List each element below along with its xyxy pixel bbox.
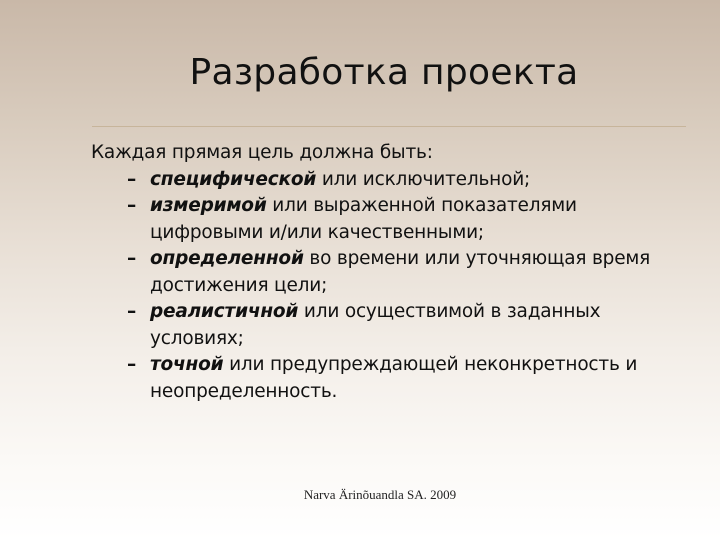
list-bullet: – — [127, 248, 137, 269]
slide-title: Разработка проекта — [189, 52, 579, 93]
list-item — [91, 299, 691, 352]
list-item — [91, 352, 691, 405]
list-item — [91, 246, 691, 299]
footer-credit: Narva Ärinõuandla SA. 2009 — [303, 487, 457, 502]
list-item — [91, 167, 691, 194]
list-bullet: – — [127, 195, 137, 216]
list-item-term: специфической — [150, 168, 317, 190]
list-item-term: точной — [150, 354, 224, 375]
list-item-term: измеримой — [150, 195, 267, 216]
title-divider — [92, 126, 686, 127]
list-bullet: – — [127, 168, 137, 190]
list-item — [91, 193, 691, 246]
list-item-text: или исключительной; — [316, 168, 531, 190]
list-item-text: или выраженной показателями цифровыми и/или качественными; — [150, 195, 577, 243]
list-bullet: – — [127, 354, 137, 375]
goal-criteria-list — [91, 167, 691, 406]
list-item-text: во времени или уточняющая время достижения цели; — [150, 248, 651, 296]
body-lead-text: Каждая прямая цель должна быть: — [91, 142, 433, 163]
slide-body — [91, 140, 691, 405]
list-item-text: или осуществимой в заданных условиях; — [150, 301, 601, 349]
list-item-term: определенной — [150, 248, 304, 269]
list-item-text: или предупреждающей неконкретность и неопределенность. — [150, 354, 638, 402]
list-item-term: реалистичной — [150, 301, 299, 322]
list-bullet: – — [127, 301, 137, 322]
